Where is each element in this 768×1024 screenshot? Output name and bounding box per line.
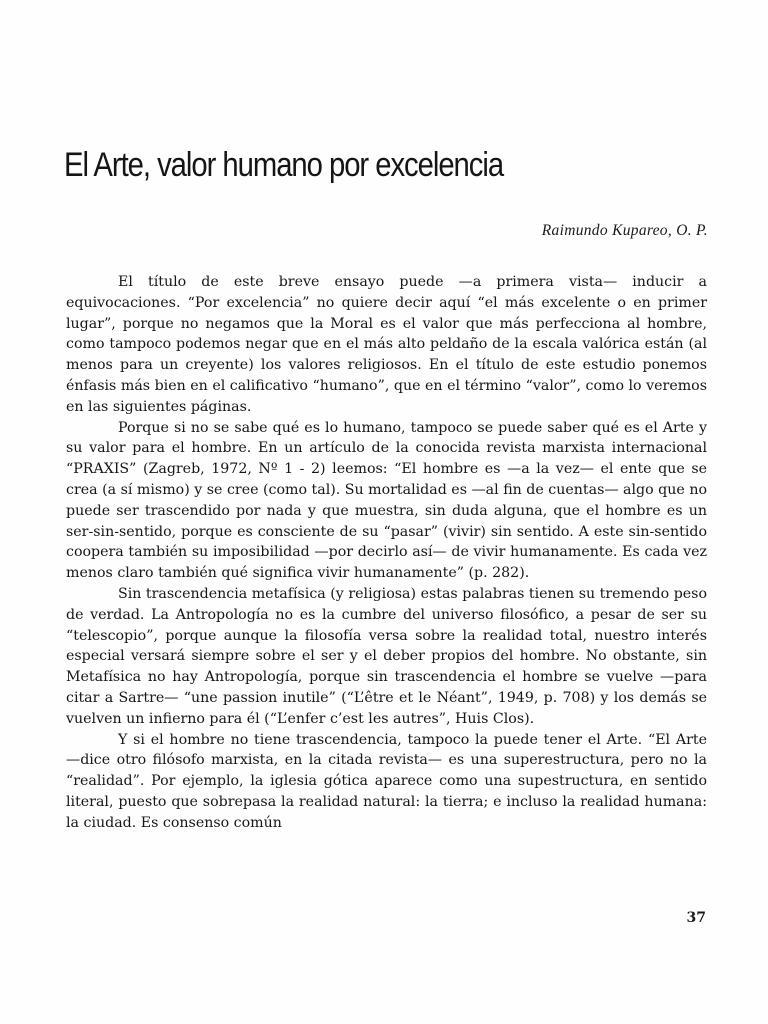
paragraph-3: Sin trascendencia metafísica (y religiosa) estas palabras tienen su tremendo peso de verdad. La Antropología no es la cumbre del universo filosófico, a pesar de ser su “telescopio”, porque aunque la filosofía versa sobre la realidad total, nuestro interés especial versará siempre sobre el ser y el deber propios del hombre. No obstante, sin Metafísica no hay Antropología, porque sin trascendencia el hombre se vuelve —para citar a Sartre— “une passion inutile” (“L’être et le Néant”, 1949, p. 708) y los demás se vuelven un infierno para él (“L’enfer c’est les autres”, Huis Clos). bbox=[66, 585, 707, 727]
page-number: 37 bbox=[686, 910, 706, 926]
article-body bbox=[66, 272, 707, 834]
article-title: El Arte, valor humano por excelencia bbox=[64, 146, 504, 184]
paragraph-4: Y si el hombre no tiene trascendencia, tampoco la puede tener el Arte. “El Arte —dice otro filósofo marxista, en la citada revista— es una superestructura, pero no la “realidad”. Por ejemplo, la iglesia gótica aparece como una supestructura, en sentido literal, puesto que sobrepasa la realidad natural: la tierra; e incluso la realidad humana: la ciudad. Es consenso común bbox=[66, 731, 707, 831]
paragraph-1: El título de este breve ensayo puede —a primera vista— inducir a equivocaciones. “Por excelencia” no quiere decir aquí “el más excelente o en primer lugar”, porque no negamos que la Moral es el valor que más perfecciona al hombre, como tampoco podemos negar que en el más alto peldaño de la escala valórica están (al menos para un creyente) los valores religiosos. En el título de este estudio ponemos énfasis más bien en el calificativo “humano”, que en el término “valor”, como lo veremos en las siguientes páginas. bbox=[66, 274, 707, 415]
article-author: Raimundo Kupareo, O. P. bbox=[541, 222, 708, 239]
paragraph-2: Porque si no se sabe qué es lo humano, tampoco se puede saber qué es el Arte y su valor para el hombre. En un artículo de la conocida revista marxista internacional “PRAXIS” (Zagreb, 1972, Nº 1 - 2) leemos: “El hombre es —a la vez— el ente que se crea (a sí mismo) y se cree (como tal). Su mortalidad es —al fin de cuentas— algo que no puede ser trascendido por nada y que muestra, sin duda alguna, que el hombre es un ser-sin-sentido, porque es consciente de su “pasar” (vivir) sin sentido. A este sin-sentido coopera también su imposibilidad —por decirlo así— de vivir humanamente. Es cada vez menos claro también qué significa vivir humanamente” (p. 282). bbox=[66, 419, 707, 582]
